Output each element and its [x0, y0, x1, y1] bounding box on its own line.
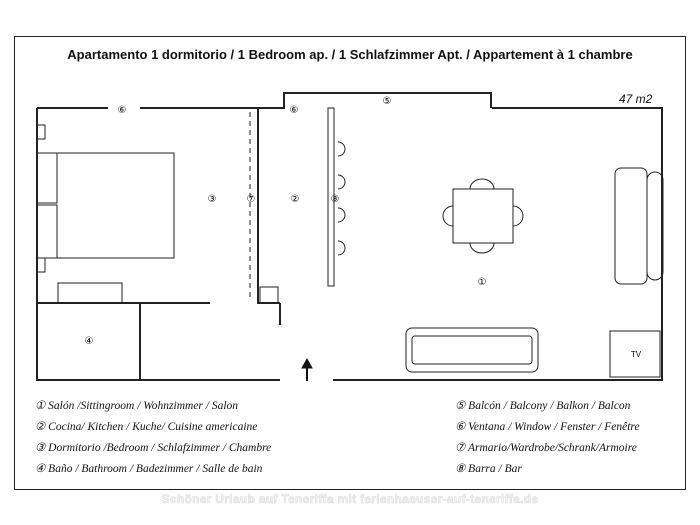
marker-2-kitchen: ② — [290, 194, 300, 205]
marker-5-balcony: ⑤ — [382, 96, 392, 107]
marker-4-bathroom: ④ — [84, 336, 94, 347]
right-walls — [330, 108, 662, 380]
legend-item-balcony: ⑤ Balcón / Balcony / Balkon / Balcon — [455, 400, 631, 412]
legend-item-living: ① Salón /Sittingroom / Wohnzimmer / Salon — [35, 400, 239, 412]
legend-item-bathroom: ④ Baño / Bathroom / Badezimmer / Salle de bain — [35, 463, 263, 475]
marker-6-window-left: ⑥ — [117, 105, 127, 116]
legend-item-wardrobe: ⑦ Armario/Wardrobe/Schrank/Armoire — [455, 442, 637, 454]
legend-item-bar: ⑧ Barra / Bar — [455, 463, 522, 475]
legend-item-bedroom: ③ Dormitorio /Bedroom / Schlafzimmer / Chambre — [35, 442, 272, 454]
entrance-arrow — [302, 359, 312, 368]
legend-item-window: ⑥ Ventana / Window / Fenster / Fenêtre — [455, 421, 640, 433]
bed — [37, 153, 174, 258]
marker-1-living: ① — [477, 277, 487, 288]
marker-3-bedroom: ③ — [207, 194, 217, 205]
marker-8-bar: ⑧ — [330, 194, 340, 205]
marker-6-window-right: ⑥ — [289, 105, 299, 116]
sofa-bottom — [406, 328, 538, 372]
area-label: 47 m2 — [619, 92, 653, 106]
watermark: Schöner Urlaub auf Teneriffa mit ferienhaeuser-auf-teneriffa.de — [161, 492, 539, 506]
dining-table — [453, 189, 513, 243]
marker-7-wardrobe: ⑦ — [246, 194, 256, 205]
left-bottom-wall — [37, 108, 280, 380]
tv-label: TV — [630, 350, 642, 359]
sofa-right — [615, 168, 647, 284]
legend-item-kitchen: ② Cocina/ Kitchen / Kuche/ Cuisine americaine — [35, 421, 258, 433]
plan-title: Apartamento 1 dormitorio / 1 Bedroom ap. / 1 Schlafzimmer Apt. / Appartement à 1 chambre — [67, 47, 633, 62]
